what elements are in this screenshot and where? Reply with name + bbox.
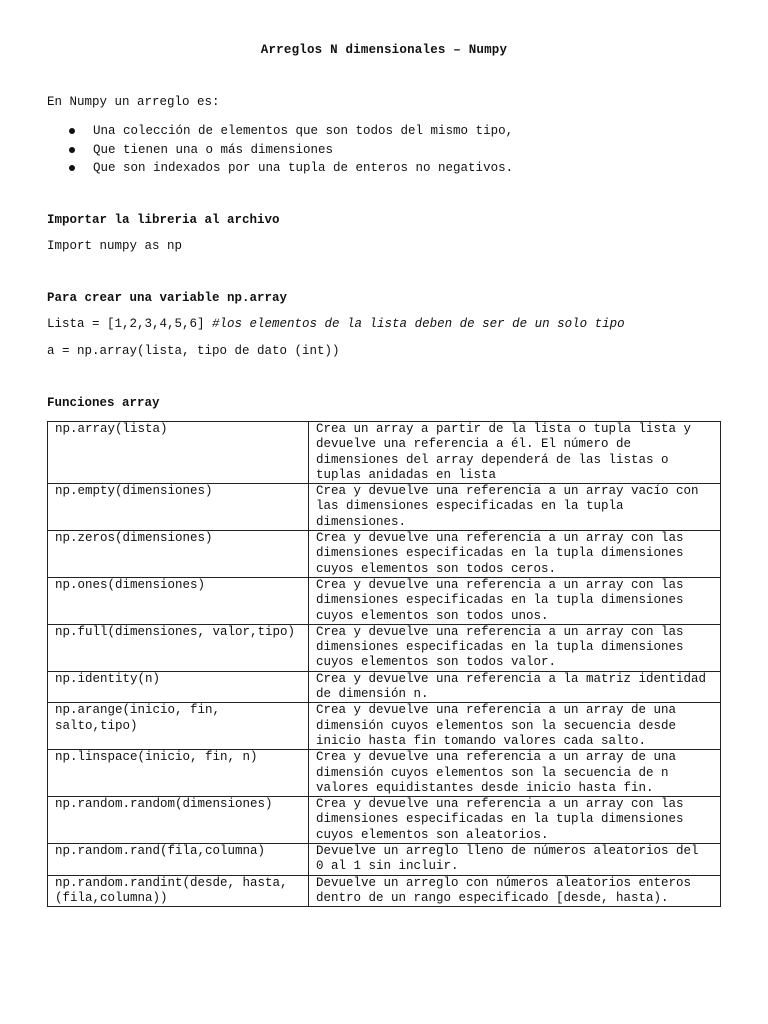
function-description-cell: Crea y devuelve una referencia a un array con las dimensiones especificadas en la tupla dimensiones cuyos elementos son todos unos. [309,577,721,624]
function-name-cell: np.array(lista) [48,422,309,484]
function-name-cell: np.empty(dimensiones) [48,484,309,531]
bullet-text: Que tienen una o más dimensiones [93,142,334,157]
create-code-line-2: a = np.array(lista, tipo de dato (int)) [47,344,340,358]
function-name-cell: np.random.rand(fila,columna) [48,844,309,876]
bullet-icon [69,147,75,153]
function-description-cell: Devuelve un arreglo lleno de números aleatorios del 0 al 1 sin incluir. [309,844,721,876]
table-row [48,422,721,484]
document-title: Arreglos N dimensionales – Numpy [260,43,508,57]
intro-text: En Numpy un arreglo es: [47,95,220,109]
create-heading: Para crear una variable np.array [47,291,288,305]
bullet-text: Una colección de elementos que son todos del mismo tipo, [93,124,514,138]
function-name-cell: np.zeros(dimensiones) [48,531,309,578]
bullet-text: Que son indexados por una tupla de enteros no negativos. [93,161,514,176]
function-description-cell: Crea y devuelve una referencia a un array con las dimensiones especificadas en la tupla dimensiones cuyos elementos son todos valor. [309,624,721,671]
table-row [48,624,721,671]
list-item [47,122,513,141]
function-description-cell: Crea y devuelve una referencia a un array de una dimensión cuyos elementos son la secuencia de n valores equidistantes desde inicio hasta fin. [309,750,721,797]
create-code: Lista = [1,2,3,4,5,6] [47,317,213,331]
table-row [48,484,721,531]
bullet-icon [69,165,75,171]
table-row [48,875,721,907]
table-row [48,531,721,578]
functions-heading: Funciones array [47,396,160,410]
functions-table [47,421,721,907]
list-item [47,141,513,160]
function-name-cell: np.linspace(inicio, fin, n) [48,750,309,797]
function-description-cell: Crea un array a partir de la lista o tupla lista y devuelve una referencia a él. El número de dimensiones del array dependerá de las listas o tuplas anidadas en lista [309,422,721,484]
feature-bullet-list [47,122,513,178]
table-row [48,703,721,750]
table-row [48,797,721,844]
function-description-cell: Crea y devuelve una referencia a la matriz identidad de dimensión n. [309,671,721,703]
function-name-cell: np.arange(inicio, fin, salto,tipo) [48,703,309,750]
function-name-cell: np.full(dimensiones, valor,tipo) [48,624,309,671]
table-row [48,844,721,876]
list-item [47,159,513,178]
import-heading: Importar la libreria al archivo [47,213,280,227]
table-row [48,577,721,624]
create-code-line-1 [47,317,625,331]
function-description-cell: Crea y devuelve una referencia a un array con las dimensiones especificadas en la tupla dimensiones cuyos elementos son todos ceros. [309,531,721,578]
function-description-cell: Crea y devuelve una referencia a un array con las dimensiones especificadas en la tupla dimensiones cuyos elementos son aleatorios. [309,797,721,844]
function-description-cell: Crea y devuelve una referencia a un array de una dimensión cuyos elementos son la secuencia desde inicio hasta fin tomando valores cada salto. [309,703,721,750]
function-name-cell: np.identity(n) [48,671,309,703]
bullet-icon [69,128,75,134]
table-row [48,750,721,797]
table-row [48,671,721,703]
function-name-cell: np.random.randint(desde, hasta,(fila,columna)) [48,875,309,907]
function-name-cell: np.ones(dimensiones) [48,577,309,624]
import-code: Import numpy as np [47,239,183,253]
function-name-cell: np.random.random(dimensiones) [48,797,309,844]
function-description-cell: Devuelve un arreglo con números aleatorios enteros dentro de un rango especificado [desde, hasta). [309,875,721,907]
create-comment: #los elementos de la lista deben de ser de un solo tipo [212,317,625,331]
function-description-cell: Crea y devuelve una referencia a un array vacío con las dimensiones especificadas en la tupla dimensiones. [309,484,721,531]
